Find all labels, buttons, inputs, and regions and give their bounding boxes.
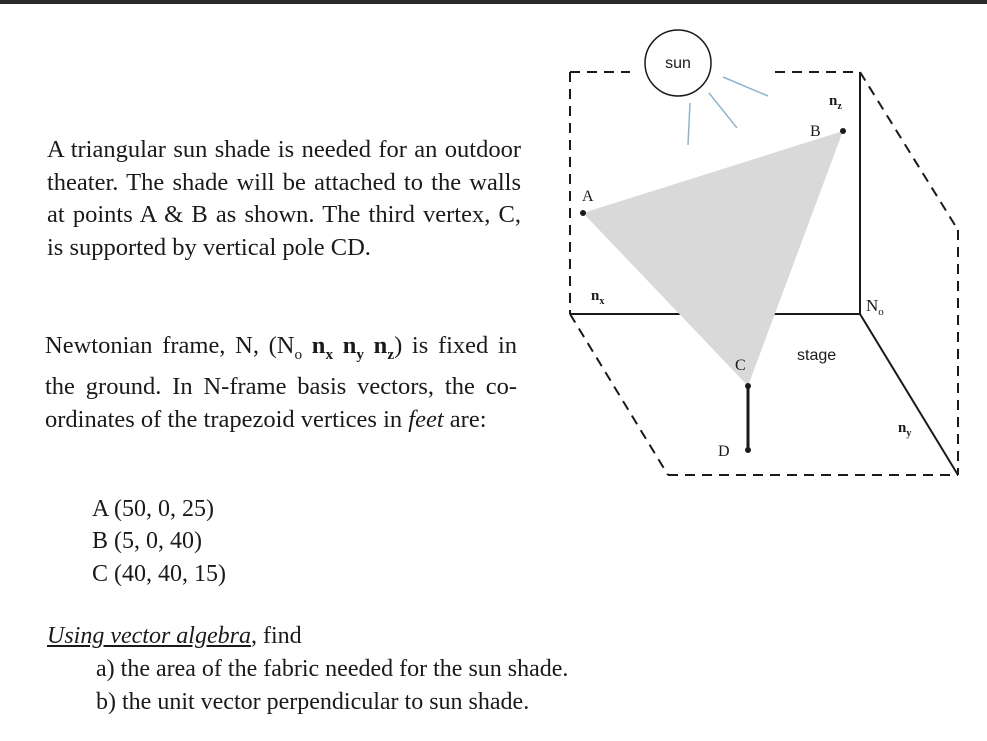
- intro-paragraph: A triangular sun shade is needed for an outdoor theater. The shade will be attached to the walls at points A & B as shown. The third vertex, C, is supported by vertical pole CD.: [47, 136, 521, 261]
- point-d-dot: [745, 447, 751, 453]
- label-c: C: [735, 357, 746, 374]
- point-b-dot: [840, 128, 846, 134]
- frame-tail-text: ) is fixed in the ground. In N-frame basis vectors, the co-ordinates of the trapezoid vertices in: [45, 332, 518, 433]
- ny-label: $n_y$: [898, 420, 912, 439]
- point-c-dot: [745, 383, 751, 389]
- sun-ray-2: [709, 93, 737, 128]
- nx-label: $n_x$: [591, 288, 605, 307]
- sun-label: sun: [665, 55, 691, 72]
- origin-subscript: o: [294, 345, 303, 363]
- floor-left-edge: [570, 314, 668, 475]
- nx-vector: $n_x$: [311, 332, 334, 363]
- frame-tail-end: are:: [443, 405, 487, 433]
- ny-vector: $n_y$: [342, 332, 364, 363]
- stage-label: stage: [797, 347, 837, 364]
- task-a: a) the area of the fabric needed for the sun shade.: [96, 656, 569, 682]
- label-b: B: [810, 123, 821, 140]
- find-rest: , find: [250, 623, 302, 649]
- label-d: D: [718, 443, 730, 460]
- label-a: A: [582, 188, 594, 205]
- ny-axis-line: [860, 314, 958, 475]
- coordinate-a: A (50, 0, 25): [92, 496, 214, 522]
- sun-ray-3: [688, 103, 690, 145]
- vector-algebra-underlined: Using vector algebra: [47, 623, 251, 649]
- feet-emphasis: feet: [408, 405, 444, 433]
- sun-ray-1: [723, 77, 768, 96]
- nz-label: $n_z$: [829, 93, 842, 112]
- point-a-dot: [580, 210, 586, 216]
- task-b: b) the unit vector perpendicular to sun shade.: [96, 689, 530, 715]
- coordinate-c: C (40, 40, 15): [92, 561, 226, 587]
- frame-lead-text: Newtonian frame, N, (N: [45, 332, 295, 359]
- nz-vector: $n_z$: [373, 332, 395, 363]
- coordinate-b: B (5, 0, 40): [92, 528, 202, 554]
- origin-label: $N_o$: [866, 296, 884, 318]
- right-wall-top-edge: [860, 72, 958, 230]
